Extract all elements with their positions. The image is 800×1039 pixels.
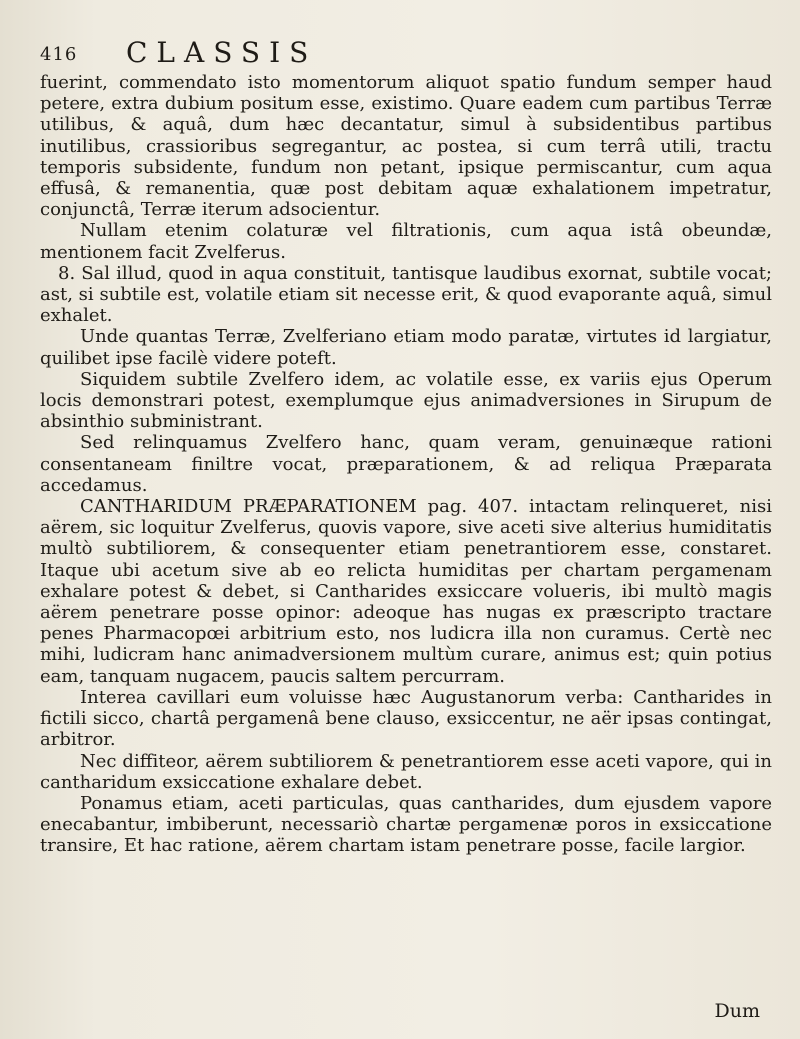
- paragraph: Siquidem subtile Zvelfero idem, ac volatile esse, ex variis ejus Operum locis demonstrari potest, exemplumque ejus animadversiones in Sirupum de absinthio subministrant.: [40, 368, 772, 433]
- paragraph: Interea cavillari eum voluisse hæc Augustanorum verba: Cantharides in fictili sicco, chartâ pergamenâ bene clauso, exsiccentur, ne aër ipsas contingat, arbitror.: [40, 686, 772, 751]
- paragraph: 8. Sal illud, quod in aqua constituit, tantisque laudibus exornat, subtile vocat; ast, si subtile est, volatile etiam sit necesse erit, & quod evaporante aquâ, simul exhalet.: [40, 262, 772, 327]
- paragraph: CANTHARIDUM PRÆPARATIONEM pag. 407. intactam relinqueret, nisi aërem, sic loquitur Zvelferus, quovis vapore, sive aceti sive alterius humiditatis multò subtiliorem, & consequenter etiam penetrantiorem esse, constaret. Itaque ubi acetum sive ab eo relicta humiditas per chartam pergamenam exhalare potest & debet, si Cantharides exsiccare volueris, ibi multò magis aërem penetrare posse opinor: adeoque has nugas ex præscripto tractare penes Pharmacopœi arbitrium esto, nos ludicra illa non curamus. Certè nec mihi, ludicram hanc animadversionem multùm curare, animus est; quin potius eam, tanquam nugacem, paucis saltem percurram.: [40, 496, 772, 687]
- paragraph: fuerint, commendato isto momentorum aliquot spatio fundum semper haud petere, extra dubium positum esse, existimo. Quare eadem cum partibus Terræ utilibus, & aquâ, dum hæc decantatur, simul à subsidentibus partibus inutilibus, crassioribus segregantur, ac postea, si cum terrâ utili, tractu temporis subsidente, fundum non petant, ipsique permiscantur, cum aqua effusâ, & remanentia, quæ post debitam aquæ exhalationem impetratur, conjunctâ, Terræ iterum adsocientur.: [40, 72, 772, 221]
- running-head: CLASSIS: [126, 36, 318, 69]
- paragraph: Sed relinquamus Zvelfero hanc, quam veram, genuinæque rationi consentaneam finiltre vocat, præparationem, & ad reliqua Præparata accedamus.: [40, 432, 772, 496]
- page-number: 416: [40, 44, 78, 65]
- paragraph: Unde quantas Terræ, Zvelferiano etiam modo paratæ, virtutes id largiatur, quilibet ipse facilè videre poteft.: [40, 326, 772, 369]
- page-header: [40, 36, 740, 72]
- catchword: Dum: [714, 1000, 760, 1022]
- body-text: [40, 72, 772, 857]
- paragraph: Ponamus etiam, aceti particulas, quas cantharides, dum ejusdem vapore enecabantur, imbiberunt, necessariò chartæ pergamenæ poros in exsiccatione transire, Et hac ratione, aërem chartam istam penetrare posse, facile largior.: [40, 792, 772, 857]
- paragraph: Nullam etenim colaturæ vel filtrationis, cum aqua istâ obeundæ, mentionem facit Zvelferus.: [40, 220, 772, 263]
- paragraph: Nec diffiteor, aërem subtiliorem & penetrantiorem esse aceti vapore, qui in cantharidum exsiccatione exhalare debet.: [40, 750, 772, 793]
